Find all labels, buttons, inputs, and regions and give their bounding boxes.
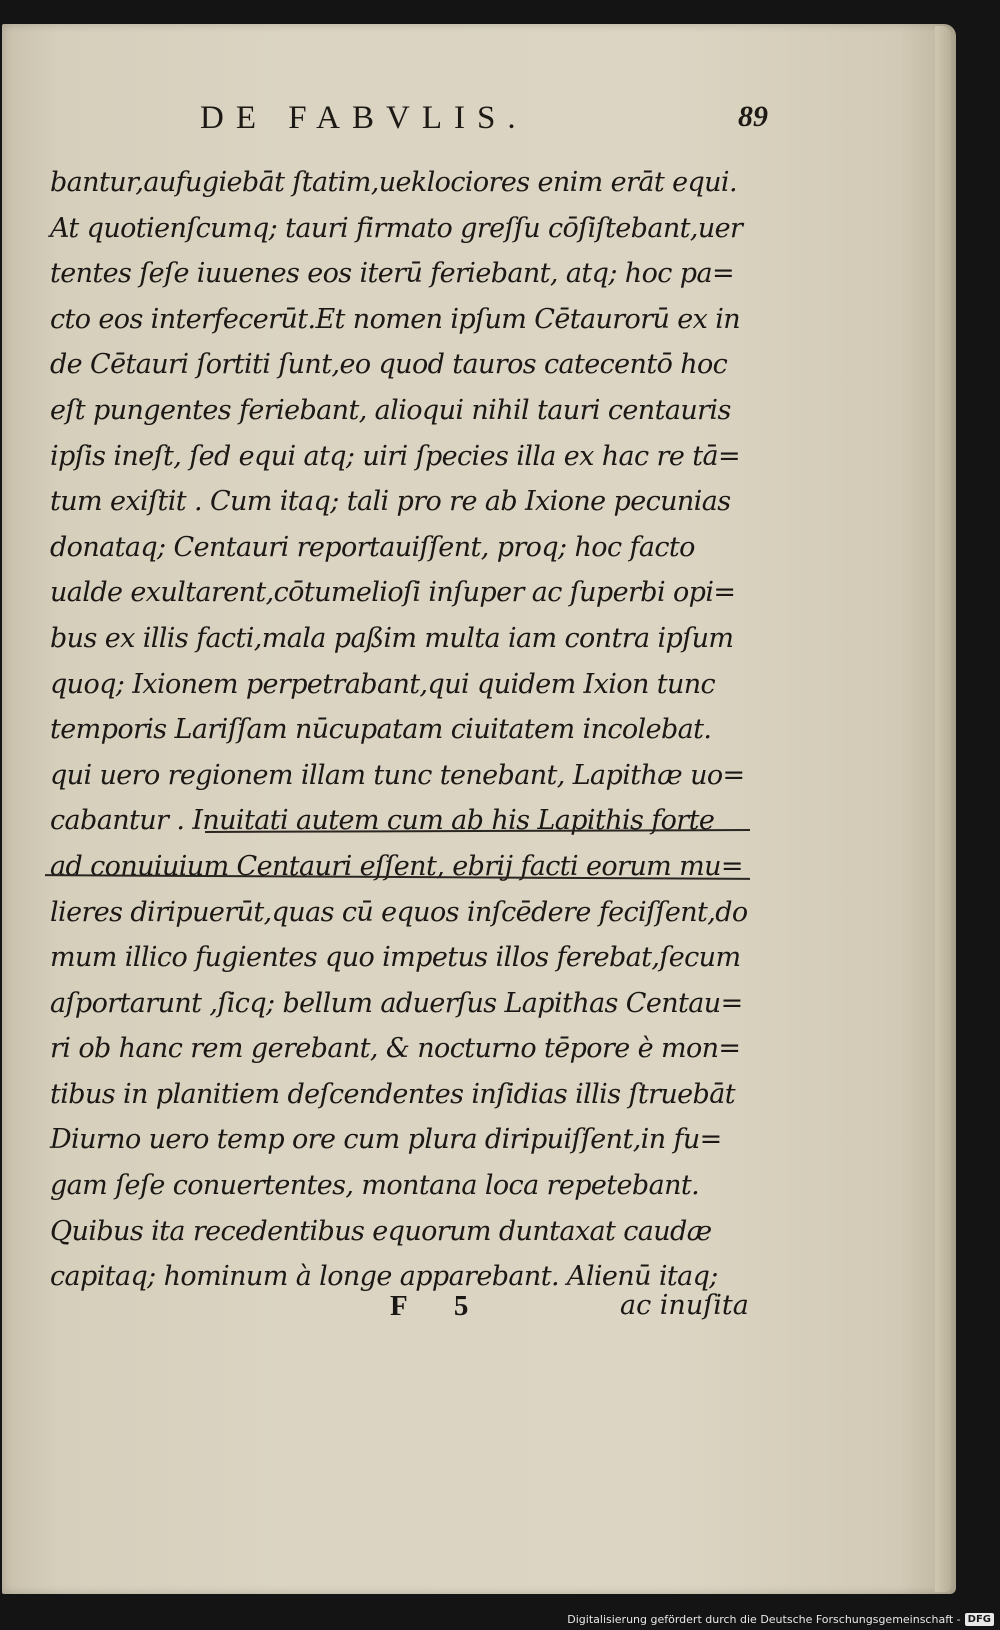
text-line: ad conuiuium Centauri eſſent, ebrij facti eorum mu= — [50, 850, 743, 882]
text-line: ri ob hanc rem gerebant, & nocturno tēpore è mon= — [50, 1033, 741, 1065]
body-text — [50, 160, 750, 1300]
running-head — [0, 100, 1000, 140]
text-line: ipſis ineſt, ſed equi atq; uiri ſpecies illa ex hac re tā= — [50, 440, 740, 472]
text-line: capitaq; hominum à longe apparebant. Alienū itaq; — [50, 1261, 718, 1293]
text-line: de Cētauri ſortiti ſunt,eo quod tauros catecentō hoc — [50, 349, 728, 381]
page-edge — [935, 26, 951, 1592]
dfg-logo: DFG — [965, 1613, 994, 1626]
signature-mark: F 5 — [390, 1290, 489, 1322]
text-line: gam ſeſe conuertentes, montana loca repetebant. — [50, 1170, 700, 1202]
text-line: cto eos interfecerūt.Et nomen ipſum Cētaurorū ex in — [50, 303, 741, 335]
text-line: bus ex illis facti,mala paßim multa iam contra ipſum — [50, 622, 734, 654]
text-line: donataq; Centauri reportauiſſent, proq; hoc facto — [50, 531, 695, 563]
text-line: temporis Lariſſam nūcupatam ciuitatem incolebat. — [50, 714, 712, 746]
digitization-credit — [567, 1610, 994, 1628]
page-number: 89 — [738, 100, 768, 133]
text-line: tibus in planitiem deſcendentes inſidias illis ſtruebāt — [50, 1078, 735, 1110]
text-line: bantur,aufugiebāt ſtatim,ueklociores enim erāt equi. — [50, 167, 737, 198]
text-line: ualde exultarent,cōtumelioſi inſuper ac ſuperbi opi= — [50, 577, 736, 609]
text-line: tum exiſtit . Cum itaq; tali pro re ab Ixione pecunias — [50, 486, 731, 518]
credit-text: Digitalisierung gefördert durch die Deutsche Forschungsgemeinschaft - — [567, 1612, 961, 1626]
text-line: mum illico fugientes quo impetus illos ferebat,ſecum — [50, 942, 741, 974]
text-line: qui uero regionem illam tunc tenebant, Lapithæ uo= — [50, 759, 745, 791]
text-line: Quibus ita recedentibus equorum duntaxat caudæ — [50, 1215, 712, 1247]
text-line: aſportarunt ,ſicq; bellum aduerſus Lapithas Centau= — [50, 987, 743, 1019]
page-title: DE FABVLIS. — [200, 100, 528, 136]
text-line: eſt pungentes feriebant, alioqui nihil tauri centauris — [50, 394, 731, 426]
text-line: cabantur . Inuitati autem cum ab his Lapithis forte — [50, 805, 715, 837]
catchword: ac inuſita — [620, 1290, 749, 1321]
text-line: tentes ſeſe iuuenes eos iterū feriebant, atq; hoc pa= — [50, 258, 734, 290]
text-line: quoq; Ixionem perpetrabant,qui quidem Ixion tunc — [50, 668, 716, 700]
text-line: lieres diripuerūt,quas cū equos inſcēdere feciſſent,do — [50, 896, 748, 928]
text-line: Diurno uero temp ore cum plura diripuiſſent,in fu= — [50, 1124, 722, 1156]
text-line: At quotienſcumq; tauri firmato greſſu cōſiſtebant,uer — [50, 212, 743, 244]
